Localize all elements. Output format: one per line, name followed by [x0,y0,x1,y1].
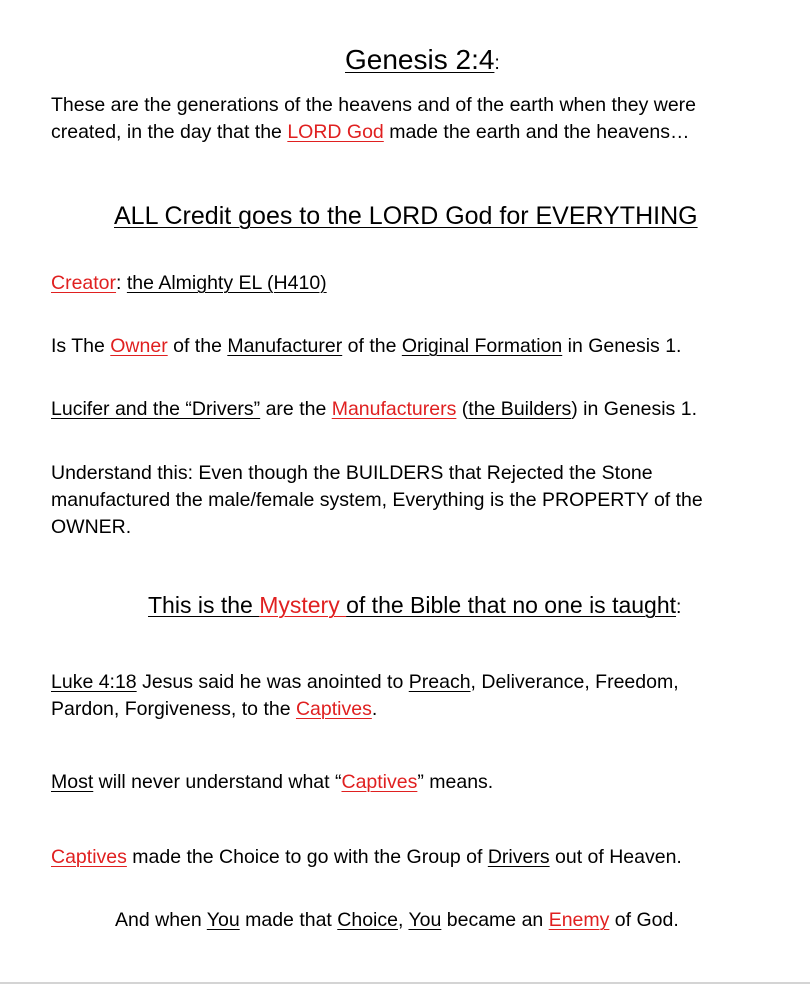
verse-line-2 [51,119,690,146]
verse-text: created, in the day that the [51,121,288,143]
you-word: You [206,909,240,931]
the-builders: the Builders [468,398,572,420]
lucifer-line [51,396,697,423]
owner-text: Is The [51,335,111,357]
luke-text: . [371,698,378,720]
captives-word: Captives [341,771,418,793]
enemy-text: of God. [609,909,679,931]
most-word: Most [51,771,94,793]
captives-line [51,844,682,871]
enemy-text: made that [239,909,338,931]
luke-text: , Deliverance, Freedom, [470,671,679,693]
owner-text: of the [342,335,402,357]
choice-word: Choice [337,909,398,931]
captives-text: made the Choice to go with the Group of [126,846,488,868]
luke-line-1 [51,669,679,696]
luke-line-2 [51,696,377,723]
owner-line [51,333,681,360]
title-colon: : [494,52,500,74]
heading-mystery [148,592,681,621]
preach-word: Preach [408,671,471,693]
owner-text: in Genesis 1. [562,335,682,357]
enemy-line [115,907,679,934]
most-text: will never understand what “ [93,771,342,793]
lucifer-text: ) in Genesis 1. [571,398,697,420]
understand-line-3: OWNER. [51,516,132,538]
enemy-text: , [397,909,409,931]
drivers-word: Drivers [487,846,550,868]
you-word: You [408,909,442,931]
captives-word: Captives [295,698,372,720]
creator-colon: : [116,272,127,294]
original-formation: Original Formation [401,335,563,357]
luke-reference: Luke 4:18 [51,671,137,693]
creator-line [51,270,327,297]
enemy-word: Enemy [548,909,610,931]
luke-text: Jesus said he was anointed to [136,671,409,693]
owner-text: of the [167,335,228,357]
captives-word: Captives [51,846,127,868]
mystery-word: Mystery [259,592,347,618]
verse-lord-god: LORD God [287,121,384,143]
lucifer-text: are the [260,398,332,420]
verse-text: made the earth and the heavens… [383,121,690,143]
understand-line-2: manufactured the male/female system, Everything is the PROPERTY of the [51,489,703,511]
title-reference: Genesis 2:4 [345,44,495,75]
creator-almighty-el: the Almighty EL (H410) [126,272,327,294]
most-text: ” means. [417,771,494,793]
captives-text: out of Heaven. [549,846,682,868]
luke-text: Pardon, Forgiveness, to the [51,698,296,720]
enemy-text: And when [115,909,207,931]
understand-line-1: Understand this: Even though the BUILDERS that Rejected the Stone [51,462,653,484]
manufacturers-word: Manufacturers [331,398,457,420]
most-line [51,769,493,796]
owner-word: Owner [110,335,168,357]
creator-word: Creator [51,272,117,294]
mystery-text: This is the [148,592,260,618]
page-title [345,46,500,77]
enemy-text: became an [441,909,549,931]
mystery-text: of the Bible that no one is taught [346,592,677,618]
page-bottom-divider [0,982,810,984]
lucifer-text: ( [456,398,469,420]
heading-all-credit: ALL Credit goes to the LORD God for EVERYTHING [114,202,698,230]
verse-line-1: These are the generations of the heavens and of the earth when they were [51,94,697,116]
lucifer-drivers: Lucifer and the “Drivers” [51,398,261,420]
mystery-colon: : [676,596,682,618]
manufacturer-word: Manufacturer [227,335,343,357]
